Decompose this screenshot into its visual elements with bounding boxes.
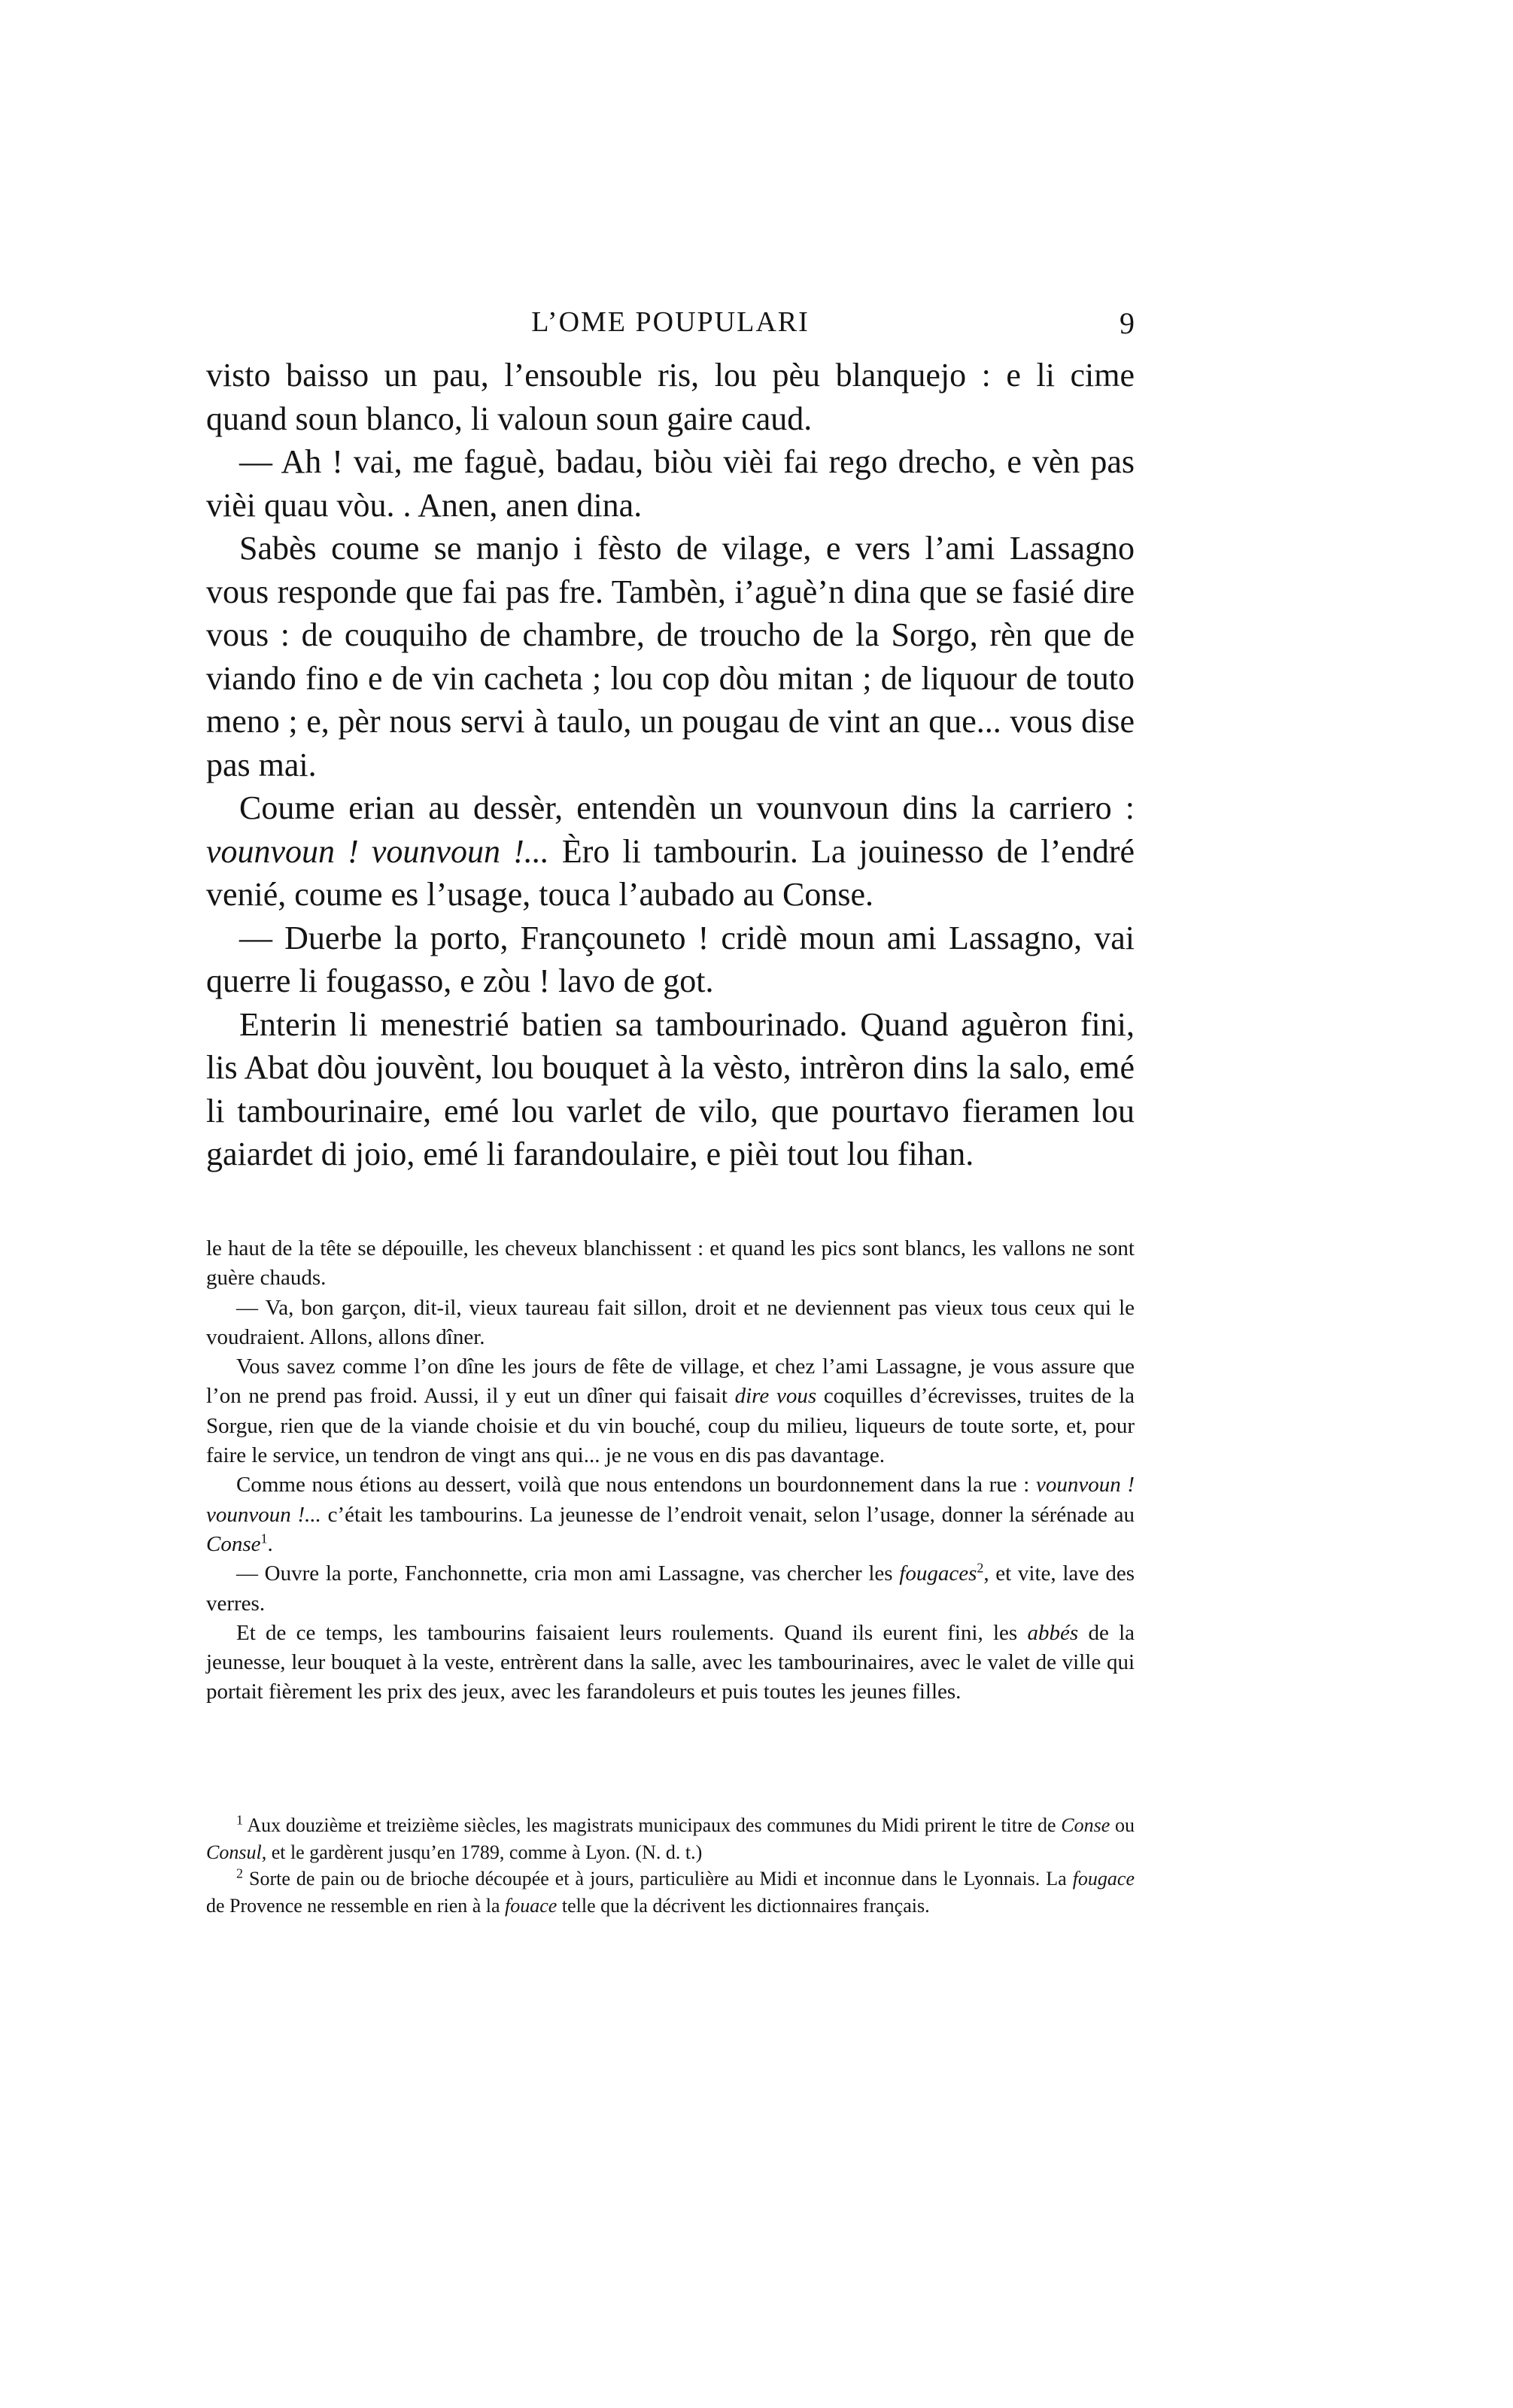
provencal-paragraph-5: — Duerbe la porto, Françouneto ! cridè moun ami Lassagno, vai querre li fougasso, e zòu ! lavo de got. <box>206 919 1135 999</box>
footnote-2-italic-fouace: fouace <box>505 1894 558 1917</box>
provencal-paragraph-4-continuation: Èro li tambourin. La jouinesso de l’endré venié, coume es l’usage, touca l’aubado au Conse. <box>206 832 1135 913</box>
footnote-2-mark: 2 <box>236 1865 243 1881</box>
running-title: L’OME POUPULARI <box>531 306 810 338</box>
footnote-1-text: Aux douzième et treizième siècles, les magistrats municipaux des communes du Midi prirent le titre de <box>247 1814 1056 1836</box>
provencal-paragraph-4-italic: vounvoun ! vounvoun !... <box>206 832 549 870</box>
translation-paragraph-4-italic: vounvoun ! vounvoun !... <box>206 1473 1135 1527</box>
translation-paragraph-5-italic: fougaces <box>899 1561 977 1586</box>
footnote-reference-2: 2 <box>977 1560 984 1576</box>
french-translation <box>206 1234 1135 1707</box>
translation-paragraph-4-end: . <box>267 1531 273 1556</box>
translation-paragraph-4-text: Comme nous étions au dessert, voilà que nous entendons un bourdonnement dans la rue : <box>236 1473 1030 1497</box>
translation-paragraph-3-text: Vous savez comme l’on dîne les jours de fête de village, et chez l’ami Lassagne, je vous assure que l’on ne prend pas froid. Aussi, il y eut un dîner qui faisait <box>206 1354 1135 1409</box>
translation-paragraph-5-text: — Ouvre la porte, Fanchonnette, cria mon ami Lassagne, vas chercher les <box>236 1561 893 1586</box>
footnote-2-middle: de Provence ne ressemble en rien à la <box>206 1894 500 1917</box>
translation-paragraph-4-italic-conse: Conse <box>206 1531 261 1556</box>
footnote-reference-1: 1 <box>260 1531 268 1546</box>
provencal-paragraph-4 <box>206 786 1135 917</box>
provencal-paragraph-2: — Ah ! vai, me faguè, badau, biòu vièi fai rego drecho, e vèn pas vièi quau vòu. . Anen, anen dina. <box>206 443 1135 524</box>
provencal-paragraph-4-text: Coume erian au dessèr, entendèn un vounvoun dins la carriero : <box>239 789 1135 826</box>
page-number: 9 <box>1120 306 1135 340</box>
footnote-1-continuation: , et le gardèrent jusqu’en 1789, comme à Lyon. (N. d. t.) <box>261 1841 703 1863</box>
translation-paragraph-3-continuation: coquilles d’écrevisses, truites de la Sorgue, rien que de la viande choisie et du vin bouché, coup du milieu, liqueurs de toute sorte, et, pour faire le service, un tendron de vingt ans qui... je ne vous en dis pas davantage. <box>206 1384 1135 1468</box>
footnote-2-italic-fougace: fougace <box>1072 1868 1135 1890</box>
provencal-paragraph-6: Enterin li menestrié batien sa tambourinado. Quand aguèron fini, lis Abat dòu jouvènt, lou bouquet à la vèsto, intrèron dins la salo, emé li tambourinaire, emé lou varlet de vilo, que pourtavo fieramen lou gaiardet di joio, emé li farandoulaire, e pièi tout lou fihan. <box>206 1005 1135 1172</box>
footnote-1-italic-consul: Consul <box>206 1841 262 1863</box>
translation-paragraph-1: le haut de la tête se dépouille, les cheveux blanchissent : et quand les pics sont blancs, les vallons ne sont guère chauds. <box>206 1236 1135 1291</box>
footnotes <box>206 1812 1135 1919</box>
translation-paragraph-6-italic: abbés <box>1027 1620 1079 1645</box>
translation-paragraph-4-middle: c’était les tambourins. La jeunesse de l’endroit venait, selon l’usage, donner la sérénade au <box>327 1502 1135 1527</box>
translation-paragraph-5 <box>206 1559 1135 1619</box>
footnote-1-italic-conse: Conse <box>1061 1814 1110 1836</box>
footnote-1-or: ou <box>1114 1814 1135 1836</box>
provencal-paragraph-1: visto baisso un pau, l’ensouble ris, lou pèu blanquejo : e li cime quand soun blanco, li valoun soun gaire caud. <box>206 357 1135 437</box>
footnote-1 <box>206 1812 1135 1865</box>
translation-paragraph-6-continuation: de la jeunesse, leur bouquet à la veste, entrèrent dans la salle, avec les tambourinaires, avec le valet de ville qui portait fièrement les prix des jeux, avec les farandoleurs et puis toutes les jeunes filles. <box>206 1620 1135 1704</box>
provencal-text <box>206 354 1135 1176</box>
translation-paragraph-2: — Va, bon garçon, dit-il, vieux taureau fait sillon, droit et ne deviennent pas vieux tous ceux qui le voudraient. Allons, allons dîner. <box>206 1295 1135 1349</box>
translation-paragraph-5-continuation: , et vite, lave des verres. <box>206 1561 1135 1616</box>
running-head <box>206 306 1135 346</box>
provencal-paragraph-3: Sabès coume se manjo i fèsto de vilage, e vers l’ami Lassagno vous responde que fai pas fre. Tambèn, i’aguè’n dina que se fasié dire vous : de couquiho de chambre, de troucho de la Sorgo, rèn que de viando fino e de vin cacheta ; lou cop dòu mitan ; de liquour de touto meno ; e, pèr nous servi à taulo, un pougau de vint an que... vous dise pas mai. <box>206 530 1135 783</box>
footnote-2-text: Sorte de pain ou de brioche découpée et à jours, particulière au Midi et inconnue dans le Lyonnais. La <box>249 1868 1067 1890</box>
translation-paragraph-3 <box>206 1352 1135 1470</box>
translation-paragraph-3-italic: dire vous <box>734 1384 817 1409</box>
footnote-1-mark: 1 <box>236 1812 243 1828</box>
translation-paragraph-6-text: Et de ce temps, les tambourins faisaient leurs roulements. Quand ils eurent fini, les <box>236 1620 1018 1645</box>
translation-paragraph-4 <box>206 1470 1135 1559</box>
translation-paragraph-6 <box>206 1619 1135 1707</box>
footnote-2 <box>206 1865 1135 1919</box>
footnote-2-continuation: telle que la décrivent les dictionnaires français. <box>561 1894 930 1917</box>
